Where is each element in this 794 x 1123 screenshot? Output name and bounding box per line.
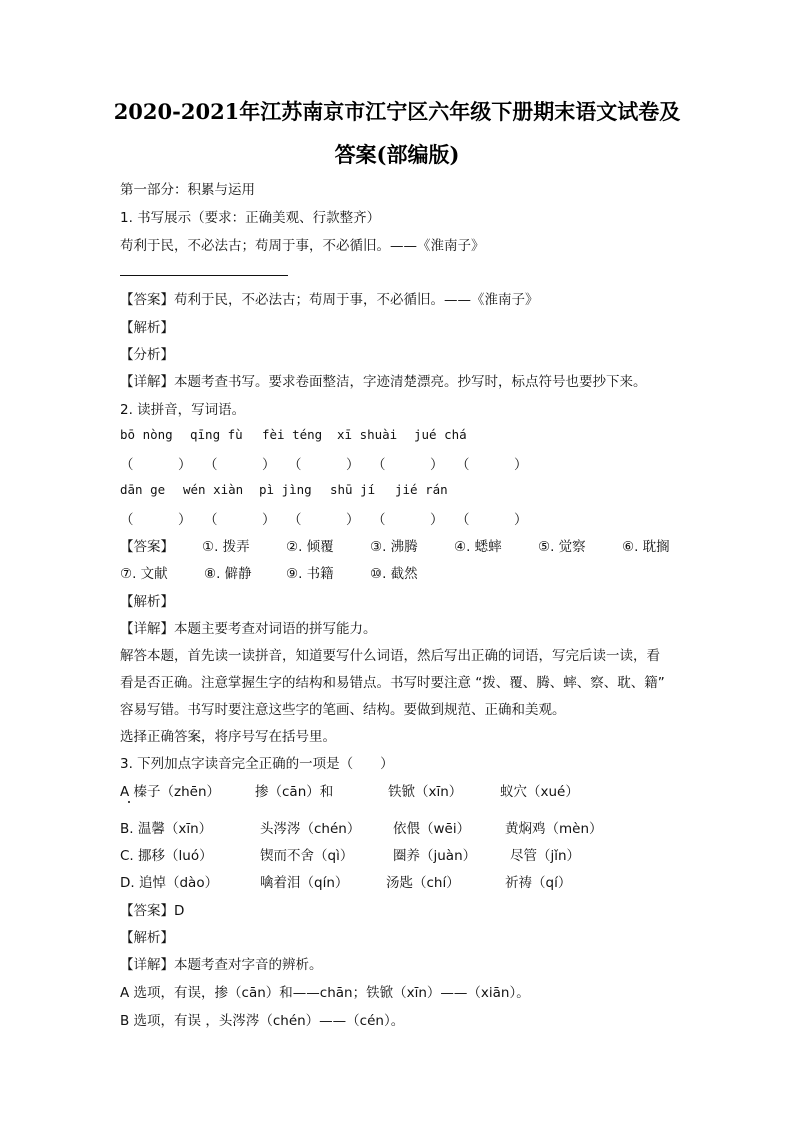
option-word: 圈养（juàn）: [393, 848, 477, 864]
q3-explain-a: A 选项，有误，掺（cān）和——chān；铁锨（xīn）——（xiān）。: [120, 985, 530, 1001]
q3-stem: 3. 下列加点字读音完全正确的一项是（ ）: [120, 756, 394, 772]
document-title-line2: 答案(部编版): [334, 142, 460, 167]
blank-close-paren: ）: [514, 457, 528, 473]
blank-close-paren: ）: [178, 512, 192, 528]
pinyin-item: bō nòng: [120, 427, 173, 442]
pinyin-item: dān ge: [120, 482, 166, 497]
q1-analysis-label: 【解析】: [120, 320, 174, 336]
pinyin-item: qīng fù: [190, 427, 243, 442]
answer-item: ④. 蟋蟀: [454, 539, 502, 555]
blank-close-paren: ）: [346, 457, 360, 473]
blank-open-paren: （: [288, 457, 302, 473]
writing-blank-line: [120, 275, 288, 276]
q1-detail: 【详解】本题考查书写。要求卷面整洁，字迹清楚漂亮。抄写时，标点符号也要抄下来。: [120, 374, 647, 390]
pinyin-item: xī shuài: [337, 427, 398, 442]
answer-item: ⑨. 书籍: [286, 566, 334, 582]
answer-item: ⑩. 截然: [370, 566, 418, 582]
q3-explain-b: B 选项，有误 ，头涔涔（chén）——（cén）。: [120, 1013, 405, 1029]
blank-open-paren: （: [372, 512, 386, 528]
option-word: C. 挪移（luó）: [120, 848, 213, 864]
q3-analysis-label: 【解析】: [120, 930, 174, 946]
blank-close-paren: ）: [430, 512, 444, 528]
pinyin-item: wén xiàn: [183, 482, 244, 497]
option-word: A 榛子（zhēn）: [120, 784, 221, 800]
option-word: 噙着泪（qín）: [260, 875, 349, 891]
blank-close-paren: ）: [178, 457, 192, 473]
q2-paragraph-1: 解答本题，首先读一读拼音，知道要写什么词语，然后写出正确的词语，写完后读一读，看: [120, 648, 660, 664]
option-word: 头涔涔（chén）: [260, 821, 361, 837]
option-word: 依偎（wēi）: [393, 821, 471, 837]
blank-open-paren: （: [456, 457, 470, 473]
pinyin-item: fèi téng: [262, 427, 323, 442]
q2-stem: 2. 读拼音，写词语。: [120, 402, 246, 418]
option-word: 锲而不舍（qì）: [260, 848, 354, 864]
pinyin-item: pì jìng: [259, 482, 312, 497]
answer-item: ①. 拨弄: [202, 539, 250, 555]
blank-open-paren: （: [204, 457, 218, 473]
option-word: 尽管（jǐn）: [510, 848, 581, 864]
document-title-line1: 2020-2021年江苏南京市江宁区六年级下册期末语文试卷及: [113, 99, 681, 124]
answer-item: ⑦. 文献: [120, 566, 168, 582]
q2-paragraph-3: 容易写错。书写时要注意这些字的笔画、结构。要做到规范、正确和美观。: [120, 702, 566, 718]
emphasis-dot: [128, 801, 130, 803]
q2-detail: 【详解】本题主要考查对词语的拼写能力。: [120, 621, 377, 637]
answer-label: 【答案】: [120, 539, 174, 555]
blank-close-paren: ）: [514, 512, 528, 528]
option-word: 祈祷（qí）: [505, 875, 572, 891]
blank-open-paren: （: [372, 457, 386, 473]
blank-close-paren: ）: [430, 457, 444, 473]
option-word: 黄焖鸡（mèn）: [505, 821, 603, 837]
answer-item: ③. 沸腾: [370, 539, 418, 555]
pinyin-item: jué chá: [414, 427, 467, 442]
answer-item: ⑤. 觉察: [538, 539, 586, 555]
option-word: 汤匙（chí）: [386, 875, 460, 891]
q1-stem: 1. 书写展示（要求：正确美观、行款整齐）: [120, 210, 381, 226]
blank-open-paren: （: [120, 457, 134, 473]
q3-answer: 【答案】D: [120, 903, 185, 919]
blank-open-paren: （: [288, 512, 302, 528]
option-word: 铁锨（xīn）: [388, 784, 463, 800]
q2-analysis-label: 【解析】: [120, 594, 174, 610]
answer-item: ②. 倾覆: [286, 539, 334, 555]
pinyin-item: jié rán: [395, 482, 448, 497]
blank-close-paren: ）: [262, 457, 276, 473]
q2-paragraph-2: 看是否正确。注意掌握生字的结构和易错点。书写时要注意 “拨、覆、腾、蟀、察、耽、籍”: [120, 675, 665, 691]
q1-text: 苟利于民，不必法古；苟周于事，不必循旧。——《淮南子》: [120, 238, 485, 254]
q3-detail: 【详解】本题考查对字音的辨析。: [120, 957, 323, 973]
blank-close-paren: ）: [262, 512, 276, 528]
q1-answer: 【答案】苟利于民，不必法古；苟周于事，不必循旧。——《淮南子》: [120, 292, 539, 308]
part-heading: 第一部分：积累与运用: [120, 182, 255, 198]
option-word: B. 温馨（xīn）: [120, 821, 213, 837]
blank-open-paren: （: [120, 512, 134, 528]
option-word: D. 追悼（dào）: [120, 875, 219, 891]
q2-paragraph-4: 选择正确答案，将序号写在括号里。: [120, 729, 336, 745]
blank-open-paren: （: [204, 512, 218, 528]
answer-item: ⑧. 僻静: [204, 566, 252, 582]
pinyin-item: shū jí: [330, 482, 376, 497]
answer-item: ⑥. 耽搁: [622, 539, 670, 555]
q1-fenxi-label: 【分析】: [120, 347, 174, 363]
option-word: 掺（cān）和: [255, 784, 334, 800]
blank-close-paren: ）: [346, 512, 360, 528]
blank-open-paren: （: [456, 512, 470, 528]
option-word: 蚁穴（xué）: [500, 784, 579, 800]
